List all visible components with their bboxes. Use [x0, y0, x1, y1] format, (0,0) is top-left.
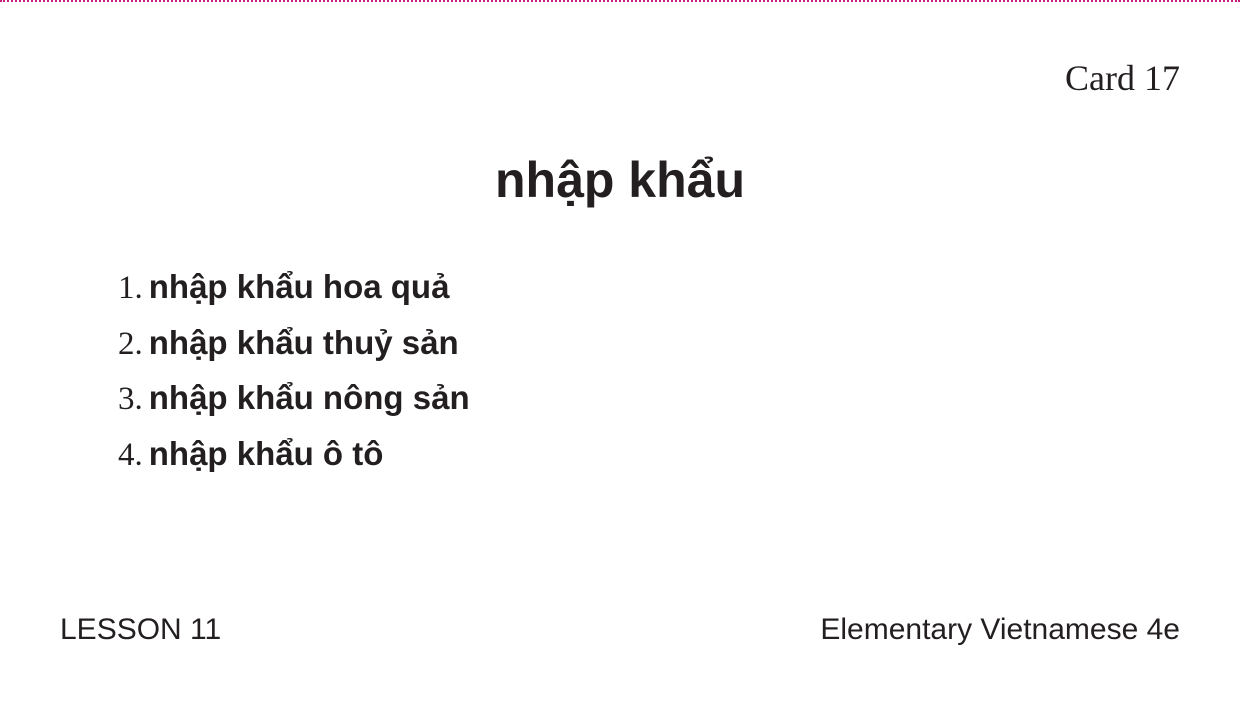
card-number: Card 17	[1065, 58, 1180, 98]
example-phrase: nhập khẩu thuỷ sản	[148, 323, 459, 361]
example-phrase: nhập khẩu hoa quả	[148, 268, 450, 305]
example-item	[118, 435, 470, 491]
example-number: 2.	[118, 325, 143, 362]
example-phrase: nhập khẩu nông sản	[148, 379, 470, 416]
example-number: 3.	[118, 381, 143, 417]
lesson-label: LESSON 11	[60, 613, 222, 646]
example-number: 1.	[118, 270, 143, 306]
headword: nhập khẩu	[494, 152, 746, 208]
example-list	[118, 268, 470, 490]
example-item	[118, 379, 470, 435]
trim-line	[0, 0, 1240, 2]
example-number: 4.	[118, 436, 143, 473]
example-item	[118, 324, 470, 380]
example-item	[118, 268, 470, 324]
example-phrase: nhập khẩu ô tô	[148, 434, 384, 472]
book-title: Elementary Vietnamese 4e	[820, 613, 1180, 646]
